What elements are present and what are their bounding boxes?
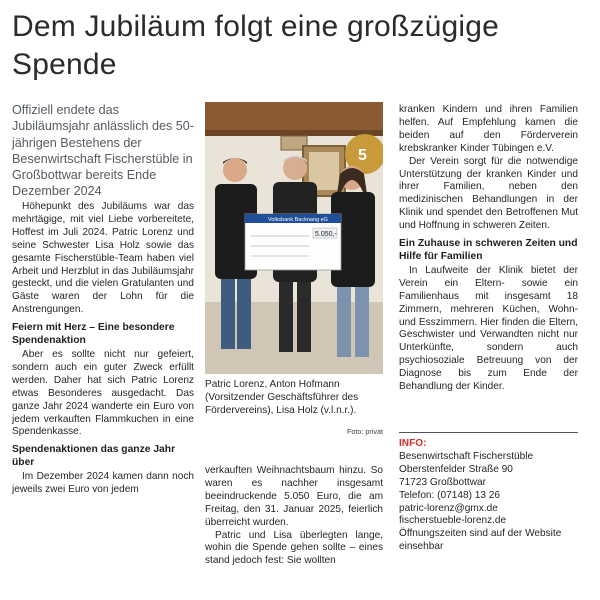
info-line: Telefon: (07148) 13 26 xyxy=(399,489,501,501)
info-box xyxy=(399,438,578,554)
info-label: INFO: xyxy=(399,438,427,449)
paragraph: Aber es sollte nicht nur gefeiert, sondern auch ein guter Zweck erfüllt werden. Daher hat sich Patric Lorenz etwas Besonderes ausgedacht. Das ganze Jahr 2024 wanderte ein Euro von jedem verkauften Flammkuchen in eine Spendenkasse. xyxy=(12,348,194,438)
info-divider xyxy=(399,432,578,433)
info-website-link[interactable]: fischerstueble-lorenz.de xyxy=(399,515,507,527)
paragraph: Höhepunkt des Jubiläums war das mehrtägige, mit viel Liebe vorbereitete, Hoffest im Juli 2024. Patric Lorenz und seine Schwester Lisa Holz sowie das gesamte Fischerstüble-Team haben viel Arbeit und Herzblut in das Jubiläumsjahr gesteckt, und die vielen Gratulanten und Gäste waren der Lohn für die Anstrengungen. xyxy=(12,201,194,316)
photo-credit: Foto: privat xyxy=(347,427,383,436)
svg-text:5: 5 xyxy=(358,147,367,164)
donation-photo-image xyxy=(205,102,383,374)
info-line: 71723 Großbottwar xyxy=(399,476,486,488)
subheading: Ein Zuhause in schweren Zeiten und Hilfe für Familien xyxy=(399,238,578,262)
paragraph: In Laufweite der Klinik bietet der Verein ein Eltern- sowie ein Familienhaus mit insgesamt 18 Zimmern, mehreren Küchen, Wohn- und Esszimmern. Hier finden die Eltern, Geschwister und Verwandten nicht nur Unterkünfte, sondern auch psychiosoziale Betreuung von der Diagnose bis zum Ende der Behandlung der Kinder. xyxy=(399,264,578,393)
article-lead: Offiziell endete das Jubiläumsjahr anlässlich des 50-jährigen Bestehens der Besenwirtschaft Fischerstüble in Großbottwar bereits Ende Dezember 2024 xyxy=(12,103,195,199)
info-line: Besenwirtschaft Fischerstüble xyxy=(399,450,534,462)
subheading: Feiern mit Herz – Eine besondere Spendenaktion xyxy=(12,322,175,347)
article-headline: Dem Jubiläum folgt eine großzügige Spende xyxy=(12,10,500,81)
paragraph: Im Dezember 2024 kamen dann noch jeweils zwei Euro von jedem xyxy=(12,471,194,496)
paragraph: kranken Kindern und ihren Familien helfen. Auf Empfehlung kamen die beiden auf den Förderverein krebskranker Kinder Tübingen e.V. xyxy=(399,104,578,154)
article-column-1 xyxy=(12,201,194,497)
info-line: Oberstenfelder Straße 90 xyxy=(399,463,513,475)
info-line: Öffnungszeiten sind auf der Website einsehbar xyxy=(399,528,562,553)
check-amount: 5.050,- xyxy=(315,231,337,238)
info-email-link[interactable]: patric-lorenz@gmx.de xyxy=(399,502,498,514)
paragraph: verkauften Weihnachtsbaum hinzu. So waren es nachher insgesamt beeindruckende 5.050 Euro, die am Freitag, den 31. Januar 2025, feierlich überreicht wurden. xyxy=(205,465,383,528)
article-column-3 xyxy=(399,104,578,394)
article-column-2 xyxy=(205,465,383,568)
subheading: Spendenaktionen das ganze Jahr über xyxy=(12,444,176,469)
paragraph: Patric und Lisa überlegten lange, wohin die Spende gehen sollte – eines stand jedoch fest: Sie wollten xyxy=(205,529,383,567)
check-bank-name: Volksbank Backnang eG xyxy=(268,217,328,223)
paragraph: Der Verein sorgt für die notwendige Unterstützung der kranken Kinder und ihrer Familien, neben den medizinischen Behandlungen in der Klinik und spendet den Betroffenen Mut und Hoffnung in schweren Zeiten. xyxy=(399,155,578,232)
article-photo xyxy=(205,102,383,374)
photo-caption: Patric Lorenz, Anton Hofmann (Vorsitzender Geschäftsführer des Fördervereins), Lisa Holz (v.l.n.r.). xyxy=(205,379,359,416)
